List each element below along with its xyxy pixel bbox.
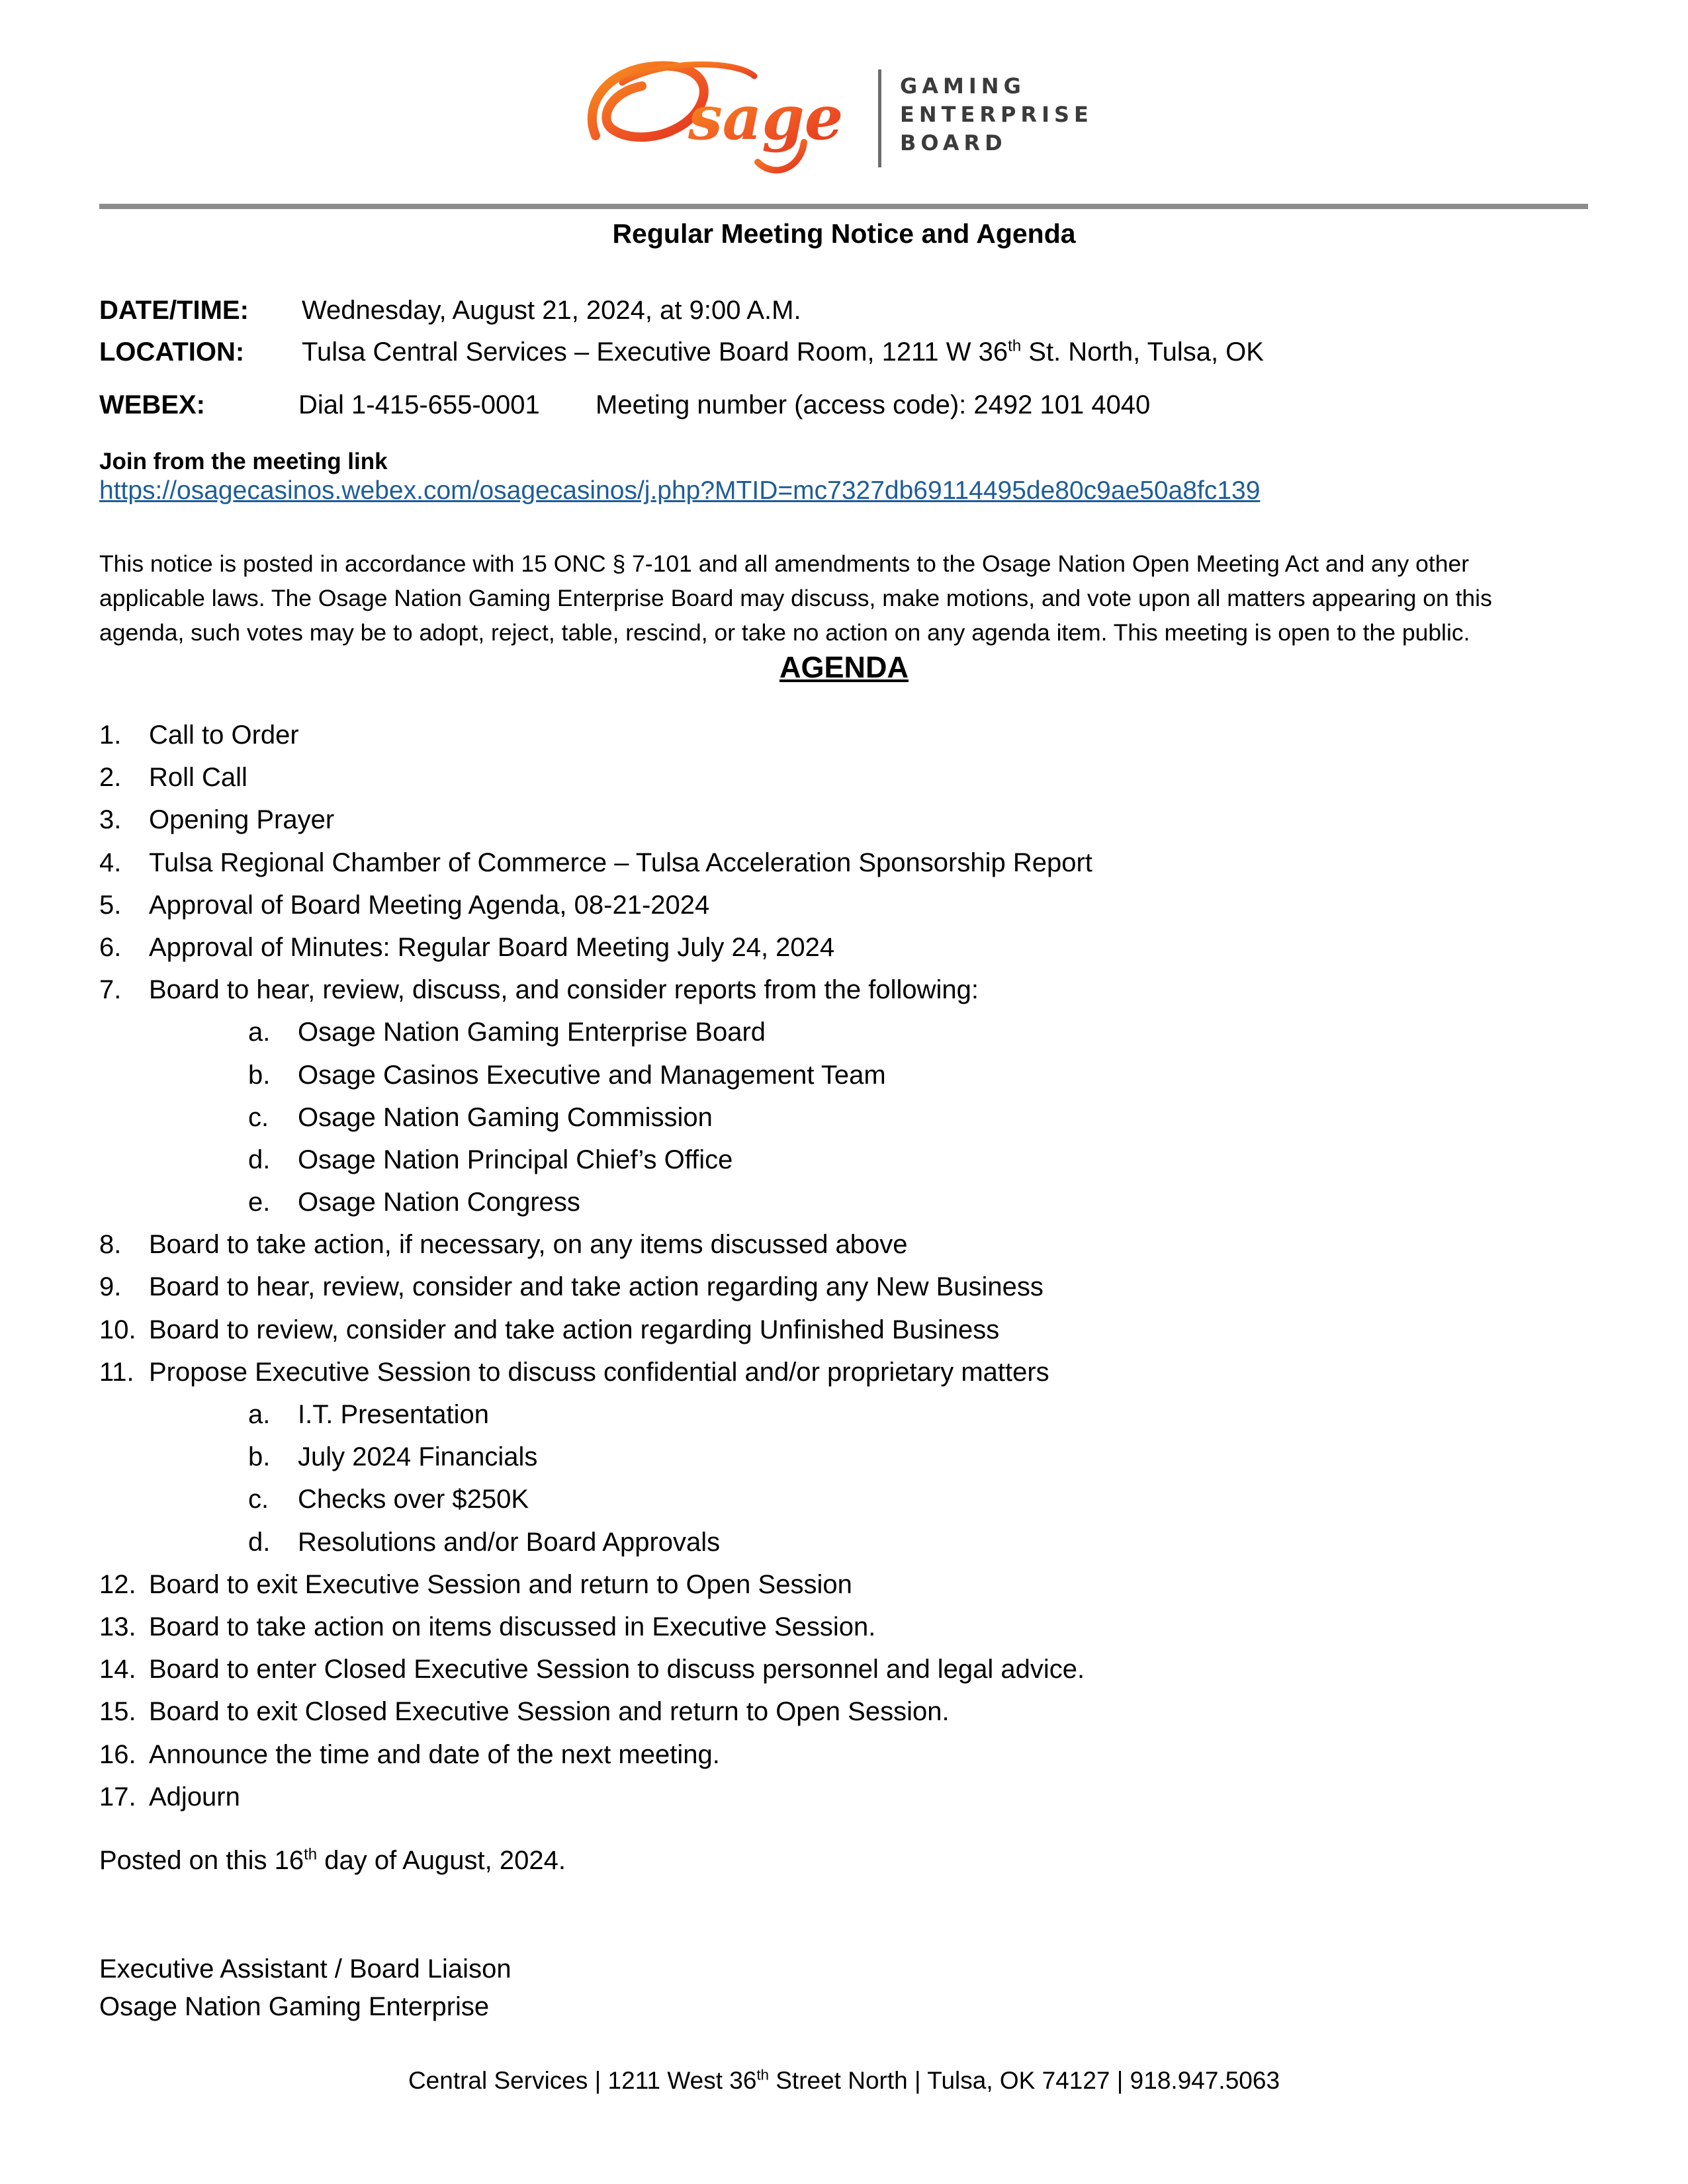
agenda-item-text: Board to exit Executive Session and return to Open Session — [149, 1569, 852, 1599]
signature-title: Executive Assistant / Board Liaison — [99, 1954, 511, 1984]
footer-address: Central Services | 1211 West 36th Street North | Tulsa, OK 74127 | 918.947.5063 — [408, 2066, 1280, 2094]
agenda-item-text: Osage Casinos Executive and Management Team — [298, 1060, 886, 1090]
agenda-item-text: Board to hear, review, consider and take action regarding any New Business — [149, 1272, 1044, 1302]
agenda-item-text: Checks over $250K — [298, 1485, 529, 1514]
agenda-item-text: Board to hear, review, discuss, and consider reports from the following: — [149, 975, 979, 1005]
agenda-item-number: a. — [248, 1400, 271, 1429]
agenda-item-text: I.T. Presentation — [298, 1400, 490, 1429]
signature-block — [99, 1950, 511, 2026]
agenda-item-number: 8. — [99, 1230, 122, 1260]
logo-line-board: BOARD — [900, 130, 1007, 155]
agenda-item-text: Opening Prayer — [149, 805, 335, 835]
agenda-item-text: Propose Executive Session to discuss confidential and/or proprietary matters — [149, 1357, 1049, 1387]
agenda-item-text: Roll Call — [149, 763, 247, 793]
header-rule — [99, 204, 1588, 209]
agenda-item-text: Board to review, consider and take action regarding Unfinished Business — [149, 1315, 1000, 1344]
notice-line: applicable laws. The Osage Nation Gaming Enterprise Board may discuss, make motions, and vote upon all matters appearing on this — [99, 585, 1492, 611]
agenda-item-text: Approval of Board Meeting Agenda, 08-21-2024 — [149, 890, 710, 920]
agenda-item-text: Tulsa Regional Chamber of Commerce – Tulsa Acceleration Sponsorship Report — [149, 848, 1092, 877]
agenda-item-text: Osage Nation Principal Chief’s Office — [298, 1145, 733, 1174]
agenda-item-number: 10. — [99, 1315, 136, 1344]
webex-meeting-number: Meeting number (access code): 2492 101 4040 — [596, 390, 1151, 419]
agenda-item-text: Osage Nation Gaming Enterprise Board — [298, 1018, 766, 1047]
agenda-item-number: b. — [248, 1060, 271, 1090]
agenda-item-number: 15. — [99, 1697, 136, 1727]
osage-gaming-logo — [582, 56, 1112, 182]
agenda-item-number: 9. — [99, 1272, 122, 1302]
page-title: Regular Meeting Notice and Agenda — [612, 218, 1076, 249]
logo-line-gaming: GAMING — [900, 73, 1026, 99]
agenda-item-number: c. — [248, 1485, 269, 1514]
svg-text:sage: sage — [688, 82, 844, 153]
date-label: DATE/TIME: — [99, 296, 249, 325]
agenda-item-number: 5. — [99, 890, 122, 920]
date-value: Wednesday, August 21, 2024, at 9:00 A.M. — [302, 296, 801, 325]
osage-logo-mark — [582, 56, 873, 182]
agenda-item-number: 3. — [99, 805, 122, 835]
logo-line-enterprise: ENTERPRISE — [900, 102, 1093, 127]
webex-dial: Dial 1-415-655-0001 — [298, 390, 540, 419]
location-label: LOCATION: — [99, 337, 245, 367]
agenda-item-text: Board to take action on items discussed in Executive Session. — [149, 1612, 876, 1641]
location-value: Tulsa Central Services – Executive Board Room, 1211 W 36th St. North, Tulsa, OK — [302, 337, 1264, 367]
join-label: Join from the meeting link — [99, 449, 388, 474]
agenda-item-number: 14. — [99, 1655, 136, 1684]
agenda-item-text: Board to enter Closed Executive Session to discuss personnel and legal advice. — [149, 1655, 1085, 1684]
meeting-link[interactable]: https://osagecasinos.webex.com/osagecasinos/j.php?MTID=mc7327db69114495de80c9ae50a8fc139 — [99, 476, 1261, 505]
agenda-item-text: Board to take action, if necessary, on any items discussed above — [149, 1230, 908, 1260]
agenda-item-number: 11. — [99, 1357, 134, 1387]
logo-divider — [878, 69, 881, 167]
agenda-item-number: 12. — [99, 1569, 136, 1599]
agenda-item-number: 1. — [99, 721, 122, 750]
agenda-item-text: Approval of Minutes: Regular Board Meeting July 24, 2024 — [149, 932, 835, 962]
agenda-item-number: c. — [248, 1102, 269, 1132]
agenda-item-number: d. — [248, 1527, 271, 1557]
agenda-item-number: 17. — [99, 1782, 136, 1812]
agenda-item-number: 7. — [99, 975, 122, 1005]
agenda-item-text: Resolutions and/or Board Approvals — [298, 1527, 721, 1557]
agenda-item-number: a. — [248, 1018, 271, 1047]
agenda-item-text: Osage Nation Gaming Commission — [298, 1102, 713, 1132]
notice-line: agenda, such votes may be to adopt, reject, table, rescind, or take no action on any agenda item. This meeting is open to the public. — [99, 619, 1470, 646]
agenda-item-text: Call to Order — [149, 721, 299, 750]
agenda-item-text: July 2024 Financials — [298, 1442, 538, 1472]
agenda-item-text: Announce the time and date of the next meeting. — [149, 1739, 720, 1769]
logo-text — [900, 72, 1093, 157]
posted-date: Posted on this 16th day of August, 2024. — [99, 1845, 566, 1875]
agenda-item-number: 2. — [99, 763, 122, 793]
webex-label: WEBEX: — [99, 390, 205, 419]
agenda-item-text: Board to exit Closed Executive Session and return to Open Session. — [149, 1697, 950, 1727]
agenda-item-number: b. — [248, 1442, 271, 1472]
agenda-item-number: 4. — [99, 848, 122, 877]
notice-line: This notice is posted in accordance with 15 ONC § 7-101 and all amendments to the Osage Nation Open Meeting Act and any other — [99, 550, 1470, 577]
agenda-item-number: e. — [248, 1188, 271, 1217]
agenda-item-number: 6. — [99, 932, 122, 962]
agenda-item-text: Osage Nation Congress — [298, 1188, 580, 1217]
agenda-item-number: d. — [248, 1145, 271, 1174]
agenda-item-number: 13. — [99, 1612, 136, 1641]
agenda-item-number: 16. — [99, 1739, 136, 1769]
signature-org: Osage Nation Gaming Enterprise — [99, 1992, 490, 2021]
agenda-heading: AGENDA — [779, 650, 909, 684]
notice-paragraph — [99, 546, 1595, 650]
agenda-item-text: Adjourn — [149, 1782, 240, 1812]
